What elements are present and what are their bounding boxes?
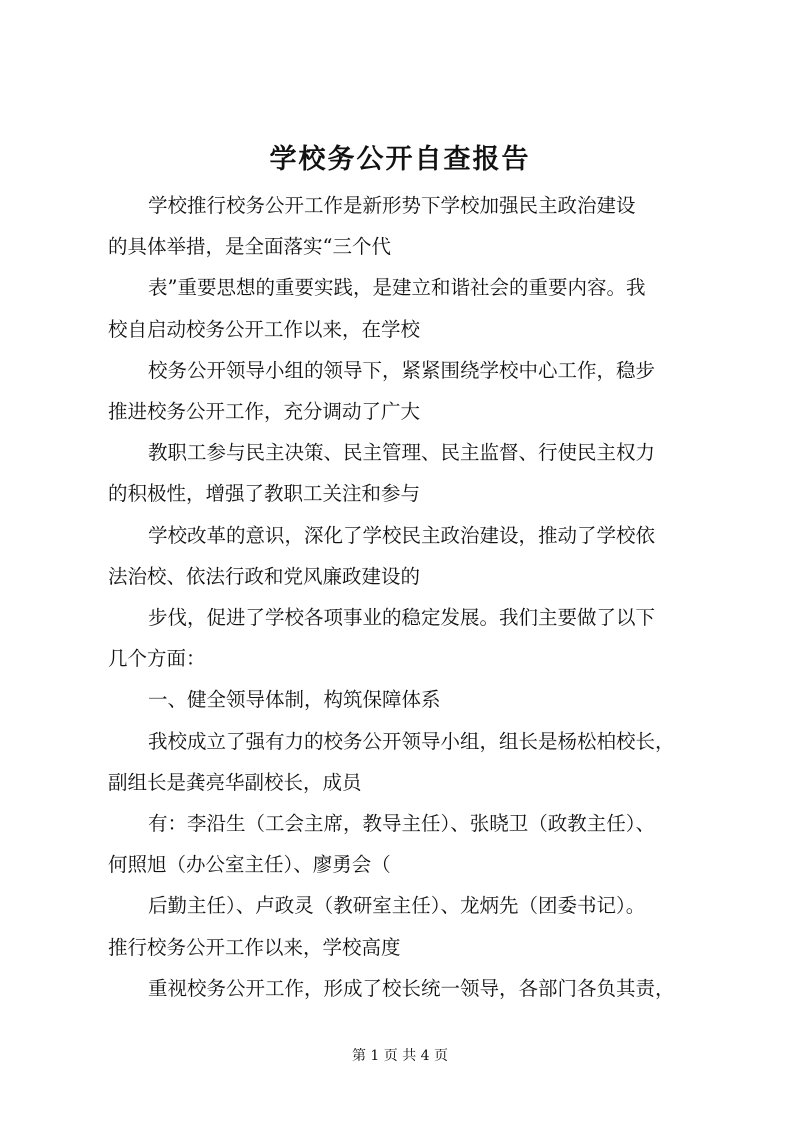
paragraph-line: 后勤主任）、卢政灵（教研室主任）、龙炳先（团委书记）。	[148, 894, 646, 918]
paragraph-line: 学校推行校务公开工作是新形势下学校加强民主政治建设	[148, 194, 636, 217]
paragraph	[108, 432, 708, 514]
paragraph-line: 学校改革的意识，深化了学校民主政治建设，推动了学校依	[148, 523, 656, 547]
paragraph-line: 校自启动校务公开工作以来，在学校	[108, 317, 421, 341]
page-title: 学校务公开自查报告	[269, 144, 531, 175]
paragraph	[108, 885, 708, 967]
paragraph	[108, 968, 708, 1009]
paragraph-line: 的具体举措，是全面落实“三个代	[108, 235, 391, 259]
paragraph	[108, 803, 708, 885]
paragraph-line: 推行校务公开工作以来，学校高度	[108, 935, 401, 959]
page-footer: 第 1 页 共 4 页	[351, 1048, 449, 1064]
paragraph-line: 教职工参与民主决策、民主管理、民主监督、行使民主权力	[148, 441, 656, 465]
paragraph-line: 的积极性，增强了教职工关注和参与	[108, 482, 421, 506]
paragraph-line: 何照旭（办公室主任）、廖勇会（	[108, 853, 391, 877]
paragraph-line: 几个方面：	[108, 647, 206, 671]
paragraph	[108, 267, 708, 349]
paragraph-line: 我校成立了强有力的校务公开领导小组，组长是杨松柏校长，	[148, 729, 675, 753]
document-body	[108, 185, 708, 1009]
paragraph	[108, 515, 708, 597]
paragraph-line: 校务公开领导小组的领导下，紧紧围绕学校中心工作，稳步	[148, 358, 656, 382]
paragraph	[108, 721, 708, 803]
paragraph-line: 重视校务公开工作，形成了校长统一领导，各部门各负其责，	[148, 976, 675, 1000]
paragraph-line: 表”重要思想的重要实践，是建立和谐社会的重要内容。我	[148, 276, 646, 300]
section-heading: 一、健全领导体制，构筑保障体系	[148, 688, 441, 712]
paragraph-line: 推进校务公开工作，充分调动了广大	[108, 400, 421, 424]
paragraph-line: 有：李沿生（工会主席，教导主任）、张晓卫（政教主任）、	[148, 812, 656, 836]
paragraph-line: 法治校、依法行政和党风廉政建设的	[108, 564, 421, 588]
paragraph-line: 副组长是龚亮华副校长，成员	[108, 770, 362, 794]
paragraph	[108, 185, 708, 267]
paragraph-line: 步伐，促进了学校各项事业的稳定发展。我们主要做了以下	[148, 606, 656, 630]
paragraph	[108, 597, 708, 679]
paragraph	[108, 350, 708, 432]
